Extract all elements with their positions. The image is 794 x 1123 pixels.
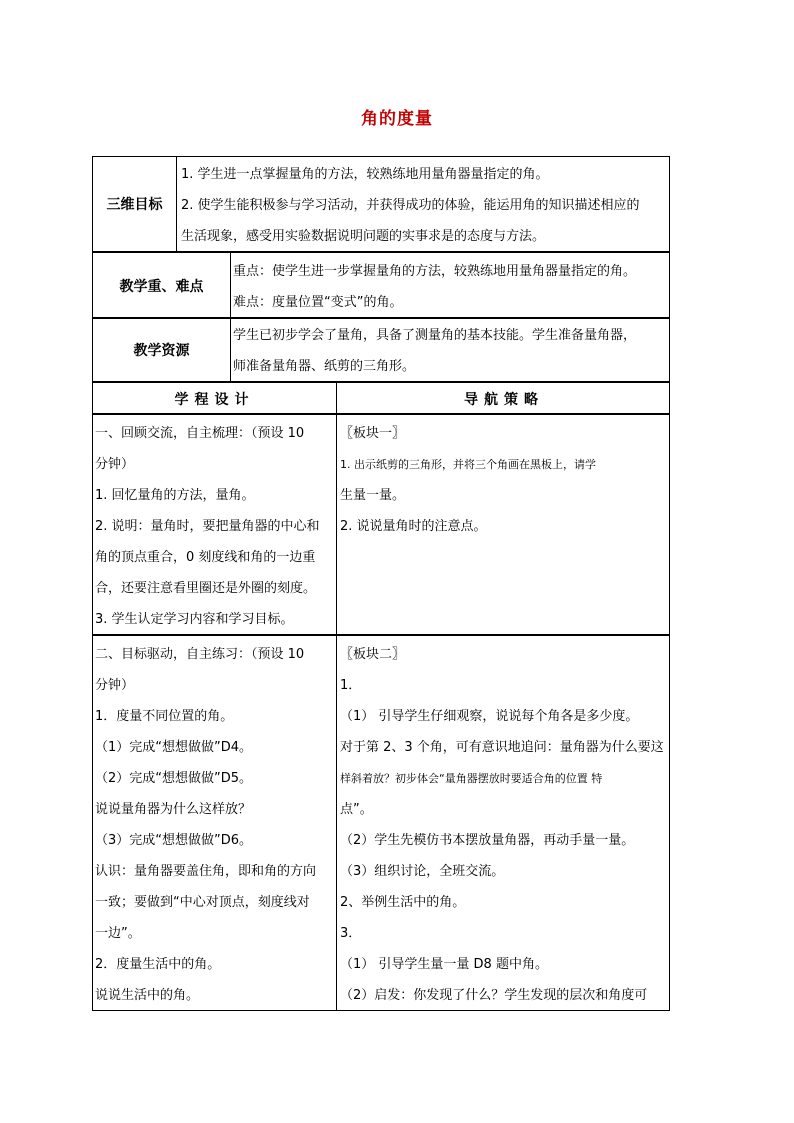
s2-right-line: 〖板块二〗 <box>340 647 406 662</box>
s2-left-line: 1．度量不同位置的角。 <box>95 709 234 724</box>
s1-right-line: 生量一量。 <box>340 488 406 503</box>
s1-left-line: 一、回顾交流，自主梳理：（预设 10 <box>95 426 305 441</box>
s2-left-line: 一致；要做到“中心对顶点，刻度线对 <box>95 895 310 910</box>
s1-left-line: 2. 说明：量角时，要把量角器的中心和 <box>95 519 320 534</box>
s2-left-line: 分钟） <box>95 678 135 693</box>
page-title: 角的度量 <box>361 109 433 129</box>
goals-line-3: 生活现象，感受用实验数据说明问题的实事求是的态度与方法。 <box>181 229 546 244</box>
focus-label: 教学重、难点 <box>119 278 204 295</box>
header-learning-design: 学程设计 <box>174 391 255 408</box>
s1-left-line: 分钟） <box>95 457 135 472</box>
section2-left <box>95 639 335 1011</box>
s1-left-line: 3. 学生认定学习内容和学习目标。 <box>95 612 294 627</box>
s2-right-line: （2）学生先模仿书本摆放量角器，再动手量一量。 <box>340 833 635 848</box>
s2-right-line: 样斜着放？初步体会“量角器摆放时要适合角的位置 特 <box>340 772 603 785</box>
focus-difficulty: 难点：度量位置“变式”的角。 <box>233 295 403 310</box>
s2-left-line: 说说量角器为什么这样放？ <box>95 802 252 817</box>
s2-left-line: （1）完成“想想做做”D4。 <box>95 740 253 755</box>
s2-left-line: 说说生活中的角。 <box>95 988 200 1003</box>
section2-right <box>340 639 670 1011</box>
header-navigation-strategy: 导航策略 <box>464 391 544 408</box>
goals-line-1: 1. 学生进一点掌握量角的方法，较熟练地用量角器量指定的角。 <box>181 167 549 182</box>
section1-right <box>340 418 670 542</box>
goals-line-2: 2. 使学生能积极参与学习活动，并获得成功的体验，能运用角的知识描述相应的 <box>181 198 640 213</box>
focus-content <box>233 256 669 318</box>
s2-right-line: 2、举例生活中的角。 <box>340 895 466 910</box>
section1-left <box>95 418 335 635</box>
s1-right-line: 1. 出示纸剪的三角形，并将三个角画在黑板上，请学 <box>340 458 596 471</box>
resources-line-2: 师准备量角器、纸剪的三角形。 <box>233 359 416 374</box>
s2-left-line: 认识：量角器要盖住角，即和角的方向 <box>95 864 317 879</box>
s2-left-line: （3）完成“想想做做”D6。 <box>95 833 253 848</box>
s2-right-line: （1） 引导学生仔细观察，说说每个角各是多少度。 <box>340 709 639 724</box>
focus-key: 重点：使学生进一步掌握量角的方法，较熟练地用量角器量指定的角。 <box>233 264 637 279</box>
s2-right-line: （3）组织讨论，全班交流。 <box>340 864 505 879</box>
s2-left-line: 二、目标驱动，自主练习：（预设 10 <box>95 647 305 662</box>
s2-left-line: 2．度量生活中的角。 <box>95 957 221 972</box>
s2-left-line: 一边”。 <box>95 926 141 941</box>
goals-content <box>181 159 667 252</box>
s1-left-line: 1. 回忆量角的方法，量角。 <box>95 488 255 503</box>
s1-left-line: 角的顶点重合，0 刻度线和角的一边重 <box>95 550 316 565</box>
s1-right-line: 〖板块一〗 <box>340 426 406 441</box>
s2-right-line: （1） 引导学生量一量 D8 题中角。 <box>340 957 548 972</box>
resources-label: 教学资源 <box>133 343 190 359</box>
goals-label: 三维目标 <box>106 197 163 213</box>
s1-left-line: 合，还要注意看里圈还是外圈的刻度。 <box>95 581 317 596</box>
resources-content <box>233 320 669 382</box>
resources-line-1: 学生已初步学会了量角，具备了测量角的基本技能。学生准备量角器， <box>233 328 637 343</box>
s2-right-line: 点”。 <box>340 802 373 817</box>
s2-right-line: （2）启发：你发现了什么？学生发现的层次和角度可 <box>340 988 648 1003</box>
s2-right-line: 1． <box>340 678 362 693</box>
s1-right-line: 2. 说说量角时的注意点。 <box>340 519 487 534</box>
s2-right-line: 3． <box>340 926 362 941</box>
lesson-plan-table <box>92 156 670 1011</box>
s2-right-line: 对于第 2、3 个角，可有意识地追问：量角器为什么要这 <box>340 740 664 755</box>
s2-left-line: （2）完成“想想做做”D5。 <box>95 771 253 786</box>
